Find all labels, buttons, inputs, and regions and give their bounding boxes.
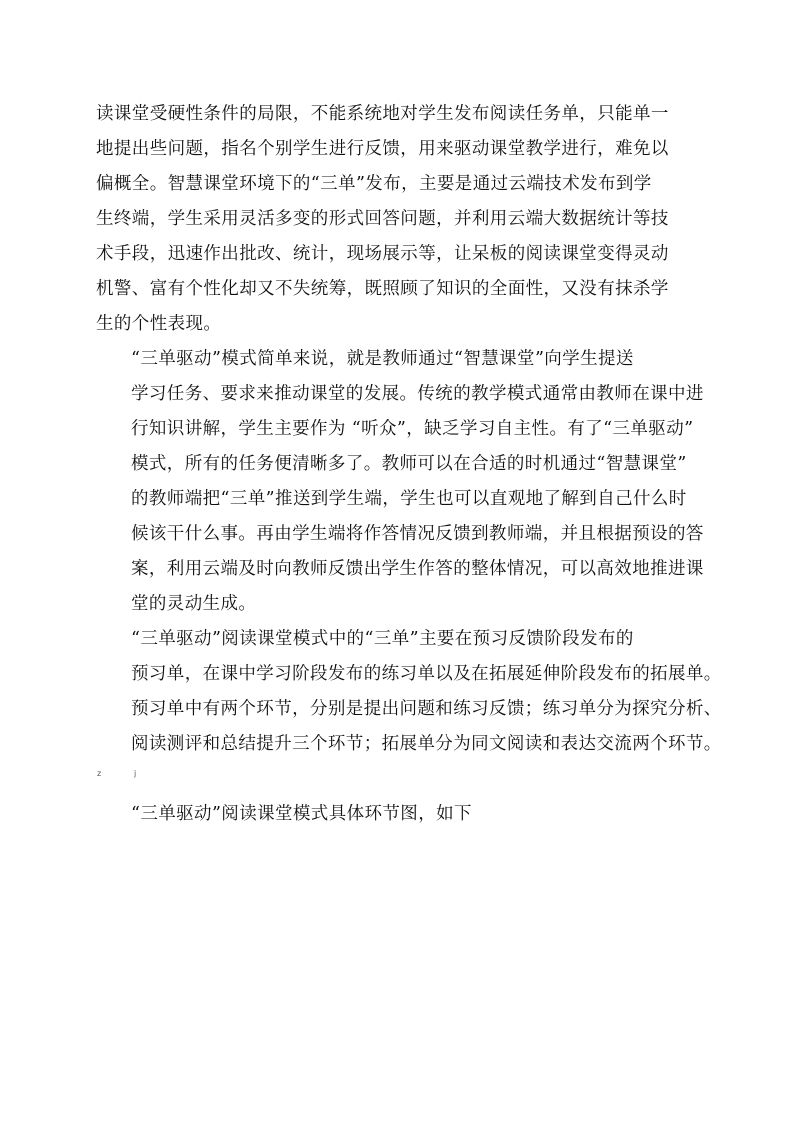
text-line: 生终端，学生采用灵活多变的形式回答问题，并利用云端大数据统计等技 (96, 209, 669, 229)
document-page (96, 97, 722, 832)
text-line: 预习单，在课中学习阶段发布的练习单以及在拓展延伸阶段发布的拓展单。 (131, 664, 722, 684)
paragraph-3 (96, 622, 722, 762)
text-line: 阅读测评和总结提升三个环节；拓展单分为同文阅读和表达交流两个环节。 (131, 734, 722, 754)
text-line: 候该干什么事。再由学生端将作答情况反馈到教师端，并且根据预设的答 (131, 524, 704, 544)
text-line: “三单驱动”阅读课堂模式中的“三单”主要在预习反馈阶段发布的 (131, 629, 634, 649)
text-line: 地提出些问题，指名个别学生进行反馈，用来驱动课堂教学进行，难免以 (96, 139, 669, 159)
text-line: 案，利用云端及时向教师反馈出学生作答的整体情况，可以高效地推进课 (131, 559, 704, 579)
text-line: “三单驱动”模式简单来说，就是教师通过“智慧课堂”向学生提送 (131, 349, 634, 369)
stray-mark-j: j (134, 769, 137, 778)
stray-mark-z: z (97, 769, 102, 778)
text-line: 术手段，迅速作出批改、统计，现场展示等，让呆板的阅读课堂变得灵动 (96, 244, 669, 264)
text-line: 读课堂受硬性条件的局限，不能系统地对学生发布阅读任务单，只能单一 (96, 104, 669, 124)
body-text (96, 97, 722, 762)
text-line: 的教师端把“三单”推送到学生端，学生也可以直观地了解到自己什么时 (131, 489, 687, 509)
text-line: 学习任务、要求来推动课堂的发展。传统的教学模式通常由教师在课中进 (131, 384, 704, 404)
text-line: 偏概全。智慧课堂环境下的“三单”发布，主要是通过云端技术发布到学 (96, 174, 652, 194)
text-line: 行知识讲解，学生主要作为 “听众”，缺乏学习自主性。有了“三单驱动” (131, 419, 694, 439)
closing-paragraph-text: “三单驱动”阅读课堂模式具体环节图，如下 (131, 804, 472, 824)
paragraph-1 (96, 97, 700, 342)
text-line: 模式，所有的任务便清晰多了。教师可以在合适的时机通过“智慧课堂” (131, 454, 687, 474)
text-line: 生的个性表现。 (96, 314, 222, 334)
stray-marks-row (96, 762, 700, 797)
text-line: 堂的灵动生成。 (131, 594, 257, 614)
closing-paragraph (96, 797, 700, 832)
text-line: 预习单中有两个环节，分别是提出问题和练习反馈；练习单分为探究分析、 (131, 699, 722, 719)
paragraph-2 (96, 342, 704, 622)
text-line: 机警、富有个性化却又不失统筹，既照顾了知识的全面性，又没有抹杀学 (96, 279, 669, 299)
